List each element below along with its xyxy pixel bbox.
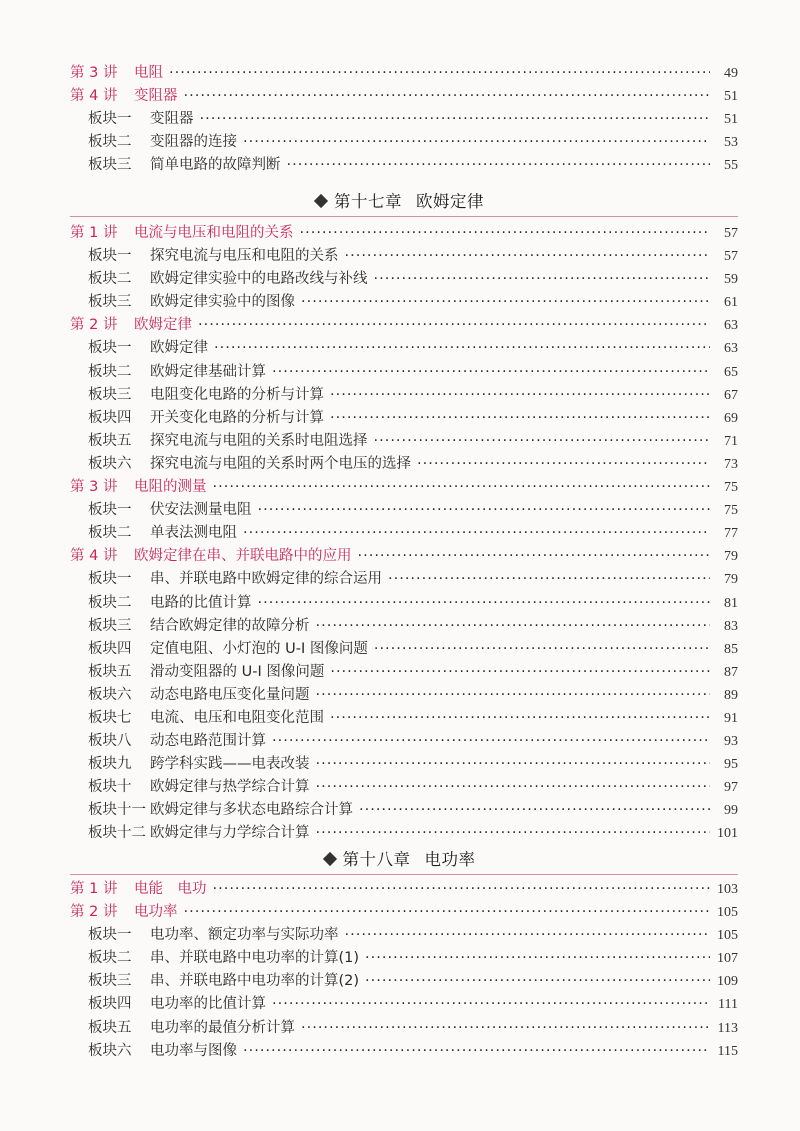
dot-leader xyxy=(184,901,711,924)
dot-leader xyxy=(272,993,710,1016)
toc-subsection-entry[interactable] xyxy=(70,407,738,430)
entry-page-number: 113 xyxy=(717,1020,738,1036)
entry-page-number: 77 xyxy=(724,526,738,542)
dot-leader xyxy=(345,245,711,268)
entry-title: 变阻器 xyxy=(134,88,178,105)
entry-page-number: 107 xyxy=(717,951,738,967)
entry-number: 板块二 xyxy=(88,363,132,380)
entry-page-number: 91 xyxy=(724,710,738,726)
toc-lecture-entry[interactable] xyxy=(70,314,738,337)
entry-title: 变阻器 xyxy=(150,111,194,128)
entry-page-number: 69 xyxy=(724,410,738,426)
entry-page-number: 61 xyxy=(724,295,738,311)
dot-leader xyxy=(316,776,711,799)
entry-page-number: 63 xyxy=(724,341,738,357)
entry-page-number: 79 xyxy=(724,549,738,565)
dot-leader xyxy=(316,753,711,776)
dot-leader xyxy=(330,384,710,407)
chapter-heading-17 xyxy=(0,188,800,212)
dot-leader xyxy=(214,337,710,360)
toc-subsection-entry[interactable] xyxy=(70,361,738,384)
entry-number: 板块十一 xyxy=(88,802,146,819)
toc-subsection-entry[interactable] xyxy=(70,799,738,822)
entry-number: 板块四 xyxy=(88,409,132,426)
entry-page-number: 79 xyxy=(724,572,738,588)
entry-title: 欧姆定律与热学综合计算 xyxy=(150,779,310,796)
entry-title: 欧姆定律实验中的电路改线与补线 xyxy=(150,271,368,288)
toc-subsection-entry[interactable] xyxy=(70,924,738,947)
chapter-title: 电功率 xyxy=(424,850,476,869)
entry-number: 第 2 讲 xyxy=(70,904,118,921)
entry-number: 板块五 xyxy=(88,1019,132,1036)
dot-leader xyxy=(272,361,710,384)
dot-leader xyxy=(169,62,710,85)
entry-title: 串、并联电路中电功率的计算(1) xyxy=(150,950,360,967)
dot-leader xyxy=(301,291,710,314)
entry-title: 简单电路的故障判断 xyxy=(150,157,281,174)
toc-subsection-entry[interactable] xyxy=(70,970,738,993)
entry-title: 电功率与图像 xyxy=(150,1042,237,1059)
dot-leader xyxy=(243,522,710,545)
entry-page-number: 67 xyxy=(724,387,738,403)
entry-number: 板块十二 xyxy=(88,825,146,842)
dot-leader xyxy=(316,822,711,845)
entry-number: 板块二 xyxy=(88,594,132,611)
entry-title: 电流与电压和电阻的关系 xyxy=(134,225,294,241)
toc-subsection-entry[interactable] xyxy=(70,753,738,776)
entry-title: 电能 电功 xyxy=(134,881,207,897)
dot-leader xyxy=(374,638,710,661)
entry-title: 定值电阻、小灯泡的 U-I 图像问题 xyxy=(150,640,368,657)
entry-title: 电功率的比值计算 xyxy=(150,996,266,1013)
entry-page-number: 87 xyxy=(724,664,738,680)
entry-number: 板块十 xyxy=(88,779,132,796)
entry-title: 电功率、额定功率与实际功率 xyxy=(150,927,339,944)
entry-title: 串、并联电路中电功率的计算(2) xyxy=(150,973,360,990)
entry-title: 电功率 xyxy=(134,904,178,921)
dot-leader xyxy=(300,222,711,245)
toc-subsection-entry[interactable] xyxy=(70,568,738,591)
entry-number: 板块六 xyxy=(88,686,132,703)
dot-leader xyxy=(198,314,710,337)
dot-leader xyxy=(301,1017,710,1040)
entry-number: 板块二 xyxy=(88,950,132,967)
toc-subsection-entry[interactable] xyxy=(70,730,738,753)
toc-subsection-entry[interactable] xyxy=(70,337,738,360)
toc-section-chapter-17 xyxy=(70,222,738,846)
toc-subsection-entry[interactable] xyxy=(70,453,738,476)
diamond-bullet-icon xyxy=(314,194,328,208)
chapter-title: 欧姆定律 xyxy=(416,192,484,211)
dot-leader xyxy=(258,592,711,615)
entry-page-number: 101 xyxy=(717,826,738,842)
dot-leader xyxy=(213,476,711,499)
toc-subsection-entry[interactable] xyxy=(70,1040,738,1063)
entry-page-number: 93 xyxy=(724,734,738,750)
entry-page-number: 95 xyxy=(724,757,738,773)
dot-leader xyxy=(374,268,711,291)
entry-number: 第 3 讲 xyxy=(70,479,118,496)
entry-page-number: 57 xyxy=(724,249,738,265)
entry-number: 板块九 xyxy=(88,756,132,773)
entry-number: 板块一 xyxy=(88,248,132,265)
dot-leader xyxy=(359,799,710,822)
toc-subsection-entry[interactable] xyxy=(70,993,738,1016)
entry-title: 欧姆定律与多状态电路综合计算 xyxy=(150,802,353,819)
entry-title: 欧姆定律实验中的图像 xyxy=(150,294,295,311)
dot-leader xyxy=(330,661,710,684)
entry-page-number: 85 xyxy=(724,641,738,657)
entry-number: 板块六 xyxy=(88,1042,132,1059)
dot-leader xyxy=(287,154,711,177)
entry-title: 欧姆定律与力学综合计算 xyxy=(150,825,310,842)
entry-title: 探究电流与电阻的关系时两个电压的选择 xyxy=(150,455,411,472)
entry-number: 板块三 xyxy=(88,973,132,990)
entry-number: 板块一 xyxy=(88,927,132,944)
entry-page-number: 63 xyxy=(724,318,738,334)
entry-page-number: 105 xyxy=(717,928,738,944)
entry-title: 跨学科实践——电表改装 xyxy=(150,756,310,773)
toc-subsection-entry[interactable] xyxy=(70,822,738,845)
dot-leader xyxy=(184,85,711,108)
toc-subsection-entry[interactable] xyxy=(70,592,738,615)
toc-lecture-entry[interactable] xyxy=(70,901,738,924)
entry-title: 欧姆定律基础计算 xyxy=(150,363,266,380)
toc-subsection-entry[interactable] xyxy=(70,684,738,707)
entry-page-number: 105 xyxy=(717,905,738,921)
entry-title: 电阻 xyxy=(134,65,163,81)
entry-page-number: 73 xyxy=(724,456,738,472)
entry-number: 板块三 xyxy=(88,294,132,311)
toc-subsection-entry[interactable] xyxy=(70,245,738,268)
entry-number: 板块五 xyxy=(88,432,132,449)
toc-subsection-entry[interactable] xyxy=(70,499,738,522)
entry-number: 板块二 xyxy=(88,525,132,542)
entry-title: 欧姆定律 xyxy=(134,317,192,334)
entry-number: 板块二 xyxy=(88,134,132,151)
dot-leader xyxy=(417,453,710,476)
entry-page-number: 111 xyxy=(718,997,738,1013)
entry-number: 第 1 讲 xyxy=(70,225,118,241)
dot-leader xyxy=(345,924,711,947)
toc-subsection-entry[interactable] xyxy=(70,661,738,684)
toc-subsection-entry[interactable] xyxy=(70,522,738,545)
dot-leader xyxy=(243,131,710,154)
entry-number: 第 2 讲 xyxy=(70,317,118,334)
dot-leader xyxy=(316,615,711,638)
entry-page-number: 83 xyxy=(724,618,738,634)
toc-subsection-entry[interactable] xyxy=(70,638,738,661)
toc-section-chapter-18 xyxy=(70,878,738,1063)
entry-title: 电流、电压和电阻变化范围 xyxy=(150,709,324,726)
entry-title: 结合欧姆定律的故障分析 xyxy=(150,617,310,634)
entry-number: 板块七 xyxy=(88,709,132,726)
entry-page-number: 57 xyxy=(724,226,738,241)
toc-lecture-entry[interactable] xyxy=(70,476,738,499)
entry-page-number: 103 xyxy=(717,882,738,897)
entry-page-number: 65 xyxy=(724,364,738,380)
toc-subsection-entry[interactable] xyxy=(70,1017,738,1040)
entry-number: 板块一 xyxy=(88,571,132,588)
toc-subsection-entry[interactable] xyxy=(70,776,738,799)
entry-page-number: 71 xyxy=(724,433,738,449)
entry-number: 板块五 xyxy=(88,663,132,680)
toc-subsection-entry[interactable] xyxy=(70,384,738,407)
entry-number: 第 3 讲 xyxy=(70,65,118,81)
entry-page-number: 49 xyxy=(724,66,738,81)
entry-number: 板块三 xyxy=(88,617,132,634)
entry-number: 板块六 xyxy=(88,455,132,472)
entry-page-number: 99 xyxy=(724,803,738,819)
toc-subsection-entry[interactable] xyxy=(70,947,738,970)
chapter-number: 第十八章 xyxy=(342,850,411,869)
entry-page-number: 109 xyxy=(717,974,738,990)
dot-leader xyxy=(258,499,711,522)
entry-title: 探究电流与电压和电阻的关系 xyxy=(150,248,339,265)
entry-title: 串、并联电路中欧姆定律的综合运用 xyxy=(150,571,382,588)
dot-leader xyxy=(330,707,710,730)
entry-page-number: 53 xyxy=(724,135,738,151)
entry-title: 变阻器的连接 xyxy=(150,134,237,151)
entry-title: 欧姆定律 xyxy=(150,340,208,357)
entry-title: 动态电路范围计算 xyxy=(150,733,266,750)
entry-number: 板块三 xyxy=(88,157,132,174)
entry-page-number: 75 xyxy=(724,503,738,519)
entry-title: 开关变化电路的分析与计算 xyxy=(150,409,324,426)
entry-page-number: 51 xyxy=(724,89,738,105)
entry-number: 第 1 讲 xyxy=(70,881,118,897)
toc-subsection-entry[interactable] xyxy=(70,154,738,177)
entry-page-number: 75 xyxy=(724,480,738,496)
entry-number: 第 4 讲 xyxy=(70,88,118,105)
dot-leader xyxy=(330,407,710,430)
entry-number: 板块一 xyxy=(88,340,132,357)
toc-subsection-entry[interactable] xyxy=(70,291,738,314)
entry-page-number: 89 xyxy=(724,687,738,703)
entry-page-number: 81 xyxy=(724,595,738,611)
entry-number: 板块八 xyxy=(88,733,132,750)
toc-subsection-entry[interactable] xyxy=(70,108,738,131)
dot-leader xyxy=(365,947,710,970)
toc-lecture-entry[interactable] xyxy=(70,222,738,245)
entry-number: 第 4 讲 xyxy=(70,548,118,565)
dot-leader xyxy=(388,568,710,591)
dot-leader xyxy=(213,878,711,901)
entry-page-number: 59 xyxy=(724,272,738,288)
toc-lecture-entry[interactable] xyxy=(70,85,738,108)
entry-page-number: 97 xyxy=(724,780,738,796)
diamond-bullet-icon xyxy=(322,852,336,866)
dot-leader xyxy=(316,684,711,707)
entry-number: 板块二 xyxy=(88,271,132,288)
dot-leader xyxy=(358,545,711,568)
dot-leader xyxy=(243,1040,710,1063)
toc-subsection-entry[interactable] xyxy=(70,615,738,638)
entry-page-number: 115 xyxy=(717,1043,738,1059)
entry-number: 板块一 xyxy=(88,502,132,519)
toc-subsection-entry[interactable] xyxy=(70,268,738,291)
toc-subsection-entry[interactable] xyxy=(70,131,738,154)
toc-lecture-entry[interactable] xyxy=(70,878,738,901)
dot-leader xyxy=(374,430,711,453)
entry-title: 电阻变化电路的分析与计算 xyxy=(150,386,324,403)
entry-title: 伏安法测量电阻 xyxy=(150,502,252,519)
entry-page-number: 51 xyxy=(724,112,738,128)
entry-page-number: 55 xyxy=(724,158,738,174)
entry-title: 欧姆定律在串、并联电路中的应用 xyxy=(134,548,352,565)
chapter-number: 第十七章 xyxy=(334,192,402,211)
entry-number: 板块三 xyxy=(88,386,132,403)
entry-title: 电路的比值计算 xyxy=(150,594,252,611)
toc-lecture-entry[interactable] xyxy=(70,545,738,568)
toc-section-continued xyxy=(70,62,738,177)
chapter-heading-18 xyxy=(0,846,800,870)
chapter-divider xyxy=(70,216,738,217)
dot-leader xyxy=(200,108,711,131)
entry-title: 探究电流与电阻的关系时电阻选择 xyxy=(150,432,368,449)
entry-number: 板块四 xyxy=(88,996,132,1013)
toc-subsection-entry[interactable] xyxy=(70,430,738,453)
entry-title: 单表法测电阻 xyxy=(150,525,237,542)
entry-title: 电功率的最值分析计算 xyxy=(150,1019,295,1036)
chapter-divider xyxy=(70,874,738,875)
entry-number: 板块一 xyxy=(88,111,132,128)
entry-number: 板块四 xyxy=(88,640,132,657)
entry-title: 电阻的测量 xyxy=(134,479,207,496)
dot-leader xyxy=(365,970,710,993)
entry-title: 动态电路电压变化量问题 xyxy=(150,686,310,703)
toc-subsection-entry[interactable] xyxy=(70,707,738,730)
toc-lecture-entry[interactable] xyxy=(70,62,738,85)
dot-leader xyxy=(272,730,710,753)
entry-title: 滑动变阻器的 U-I 图像问题 xyxy=(150,663,325,680)
